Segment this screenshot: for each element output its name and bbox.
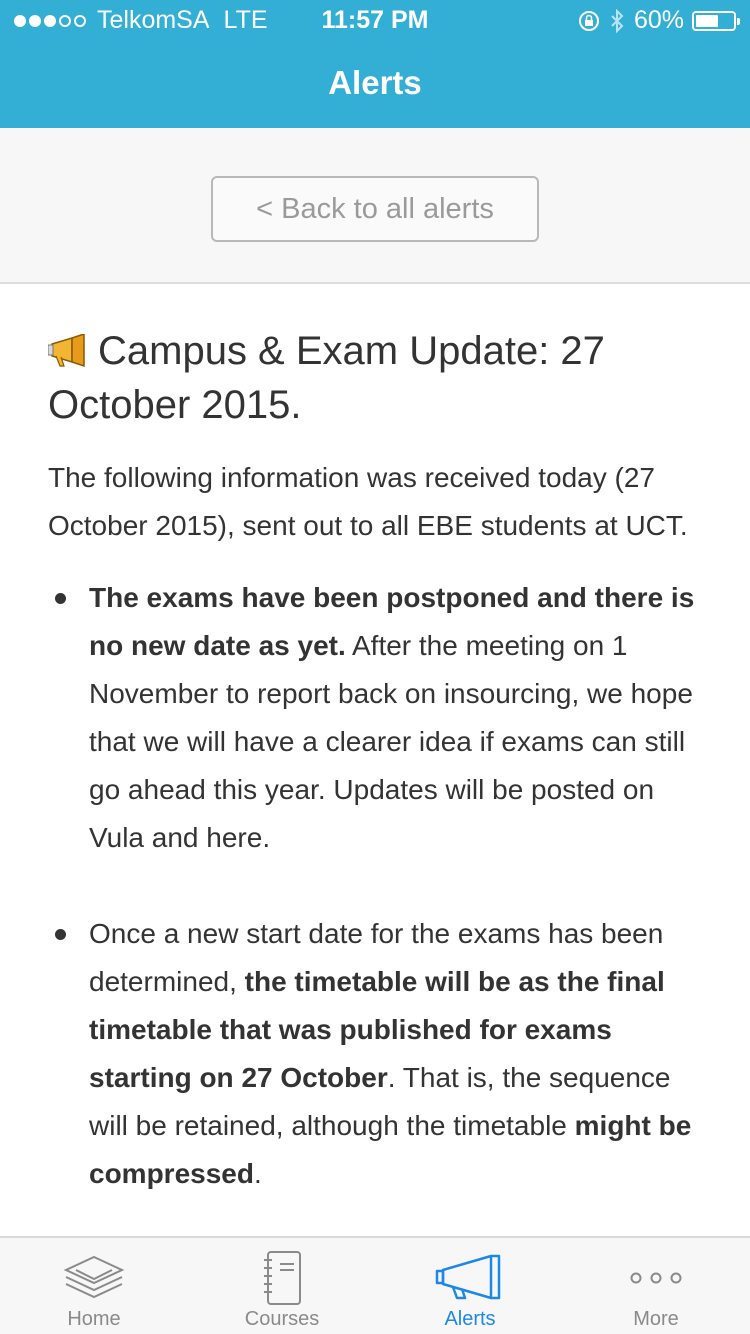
tab-bar — [0, 1236, 750, 1334]
status-time: 11:57 PM — [321, 6, 429, 34]
bluetooth-icon — [610, 9, 624, 33]
tab-more-label: More — [633, 1308, 679, 1330]
alert-content — [48, 324, 703, 1236]
bullet-2-text-1: Once a new start date for the exams has been determined, — [89, 918, 664, 997]
status-right — [578, 6, 736, 35]
more-dots-icon — [626, 1268, 686, 1288]
layers-icon — [62, 1253, 126, 1303]
page-title: Alerts — [328, 64, 422, 101]
back-bar — [0, 128, 750, 284]
alert-intro: The following information was received today (27 October 2015), sent out to all EBE students at UCT. — [48, 462, 688, 541]
tab-home-label: Home — [67, 1308, 121, 1330]
bullet-2-text-2: . That is, the sequence will be retained, although the timetable — [89, 1062, 671, 1141]
tab-more[interactable] — [562, 1238, 750, 1334]
bullet-2-text-3: . — [253, 1158, 262, 1189]
bullet-2-bold-2: might be compressed — [89, 1110, 692, 1189]
alert-bullet-list — [48, 574, 703, 1198]
megaphone-icon — [435, 1252, 505, 1304]
tab-home[interactable] — [0, 1238, 188, 1334]
status-bar — [0, 0, 750, 40]
megaphone-icon — [48, 334, 90, 368]
notebook-icon — [262, 1250, 302, 1306]
battery-percent: 60% — [633, 6, 684, 34]
bullet-2-bold-1: the timetable will be as the final timetable that was published for exams starting on 27 October — [89, 966, 665, 1093]
battery-fill — [696, 15, 718, 27]
tab-alerts-label: Alerts — [444, 1308, 496, 1330]
carrier-name: TelkomSA — [97, 6, 210, 34]
tab-courses[interactable] — [188, 1238, 376, 1334]
bullet-1-bold: The exams have been postponed and there is no new date as yet. — [89, 582, 695, 661]
alert-title — [48, 324, 703, 432]
app-header — [0, 0, 750, 128]
alert-title-text: Campus & Exam Update: 27 October 2015. — [48, 329, 605, 427]
orientation-lock-icon — [578, 10, 600, 32]
list-item — [48, 910, 703, 1198]
tab-courses-label: Courses — [244, 1308, 320, 1330]
list-item — [48, 574, 703, 862]
network-type: LTE — [223, 6, 268, 34]
tab-alerts[interactable] — [376, 1238, 564, 1334]
bullet-1-text: After the meeting on 1 November to report back on insourcing, we hope that we will have a clearer idea if exams can still go ahead this year. Updates will be posted on Vula and here. — [89, 630, 693, 853]
back-to-alerts-button[interactable]: < Back to all alerts — [211, 176, 539, 242]
battery-icon — [692, 11, 736, 31]
